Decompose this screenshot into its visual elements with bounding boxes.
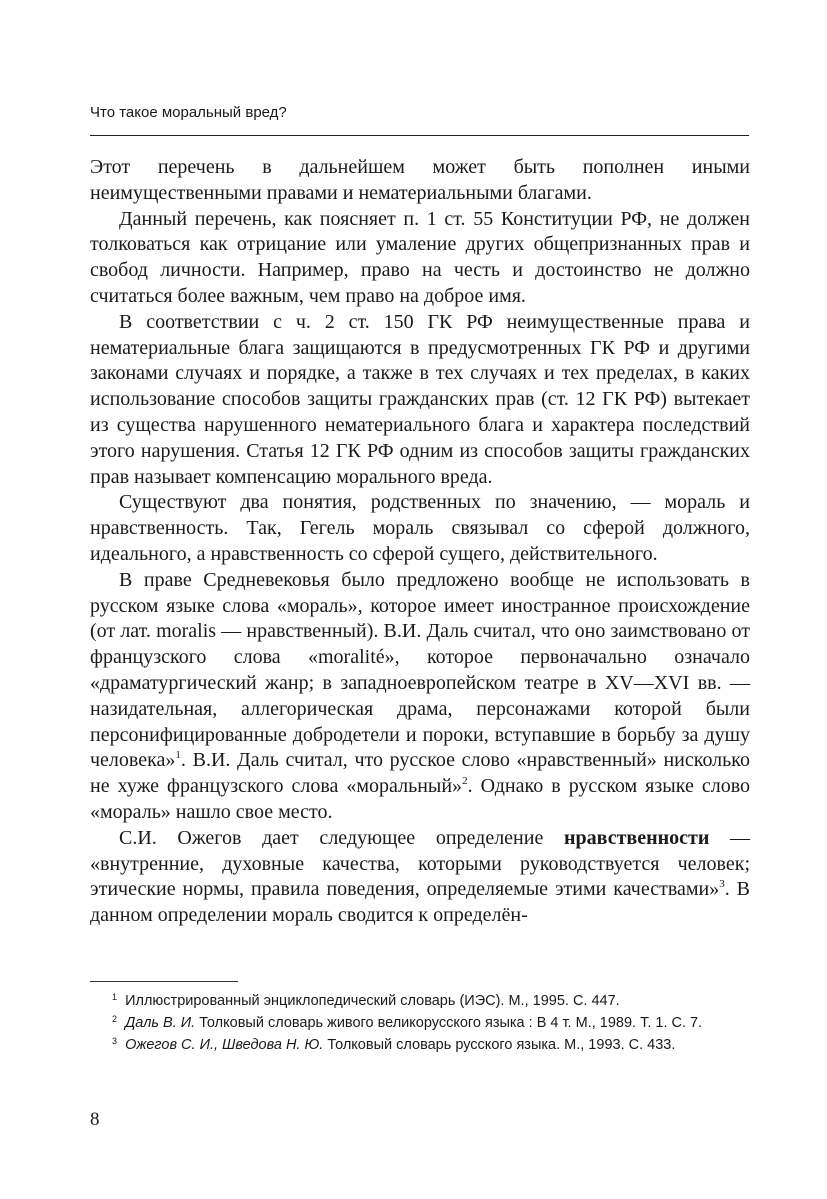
paragraph-4: Существуют два понятия, родственных по значению, — мораль и нравственность. Так, Гегель мораль связывал со сферой должного, идеального, а нравственность со сферой сущего, действительного. xyxy=(90,491,750,565)
footnote-1-text: Иллюстрированный энциклопедический словарь (ИЭС). М., 1995. С. 447. xyxy=(125,993,620,1009)
footnote-2-number: 2 xyxy=(112,1014,118,1024)
footnote-ref-1: 1 xyxy=(175,749,181,762)
footnote-ref-3: 3 xyxy=(719,878,725,891)
paragraph-5-part-b: . В.И. Даль считал, что русское слово «нравственный» нисколько не хуже французского слова «моральный» xyxy=(90,749,750,798)
footnote-ref-2: 2 xyxy=(462,775,468,788)
paragraph-6-part-b: — «внутренние, духовные качества, которыми руководствуется человек; этические нормы, правила поведения, определяемые этими качествами» xyxy=(90,826,750,901)
footnote-3-author: Ожегов С. И., Шведова Н. Ю. xyxy=(125,1037,324,1053)
footnote-1 xyxy=(90,990,750,1012)
footnote-2 xyxy=(90,1012,750,1034)
footnote-3 xyxy=(90,1034,750,1056)
running-header: Что такое моральный вред? xyxy=(90,104,287,121)
paragraph-3: В соответствии с ч. 2 ст. 150 ГК РФ неимущественные права и нематериальные блага защищаются в предусмотренных ГК РФ и другими законами случаях и порядке, а также в тех случаях и тех пределах, в каких использование способов защиты гражданских прав (ст. 12 ГК РФ) вытекает из существа нарушенного нематериального блага и характера последствий этого нарушения. Статья 12 ГК РФ одним из способов защиты гражданских прав называет компенсацию морального вреда. xyxy=(90,310,750,488)
bold-term: нравственности xyxy=(564,826,710,849)
paragraph-5 xyxy=(90,568,750,826)
body-text xyxy=(90,155,750,929)
footnote-rule xyxy=(90,981,238,982)
header-rule xyxy=(90,135,749,136)
footnotes xyxy=(90,990,750,1056)
footnote-2-text: Толковый словарь живого великорусского языка : В 4 т. М., 1989. Т. 1. С. 7. xyxy=(199,1015,703,1031)
footnote-3-text: Толковый словарь русского языка. М., 1993. С. 433. xyxy=(327,1037,676,1053)
page-number: 8 xyxy=(90,1109,100,1130)
paragraph-2: Данный перечень, как поясняет п. 1 ст. 55 Конституции РФ, не должен толковаться как отрицание или умаление других общепризнанных прав и свобод личности. Например, право на честь и достоинство не должно считаться более важным, чем право на доброе имя. xyxy=(90,207,750,307)
paragraph-5-part-a: В праве Средневековья было предложено вообще не использовать в русском языке слова «мораль», которое имеет иностранное происхождение (от лат. moralis — нравственный). В.И. Даль считал, что оно заимствовано от французского слова «moralité», которое первоначально означало «драматургический жанр; в западноевропейском театре в XV—XVI вв. — назидательная, аллегорическая драма, персонажами которой были персонифицированные добродетели и пороки, вступавшие в борьбу за душу человека» xyxy=(90,568,750,772)
footnote-3-number: 3 xyxy=(112,1036,118,1046)
paragraph-6-part-c: . В данном определении мораль сводится к определён- xyxy=(90,878,750,927)
paragraph-5-part-c: . Однако в русском языке слово «мораль» нашло свое место. xyxy=(90,775,751,823)
footnote-1-number: 1 xyxy=(112,992,118,1002)
paragraph-1: Этот перечень в дальнейшем может быть пополнен иными неимущественными правами и нематериальными благами. xyxy=(90,156,750,204)
paragraph-6 xyxy=(90,826,750,929)
paragraph-6-part-a: С.И. Ожегов дает следующее определение xyxy=(119,826,564,849)
footnote-2-author: Даль В. И. xyxy=(125,1015,196,1031)
